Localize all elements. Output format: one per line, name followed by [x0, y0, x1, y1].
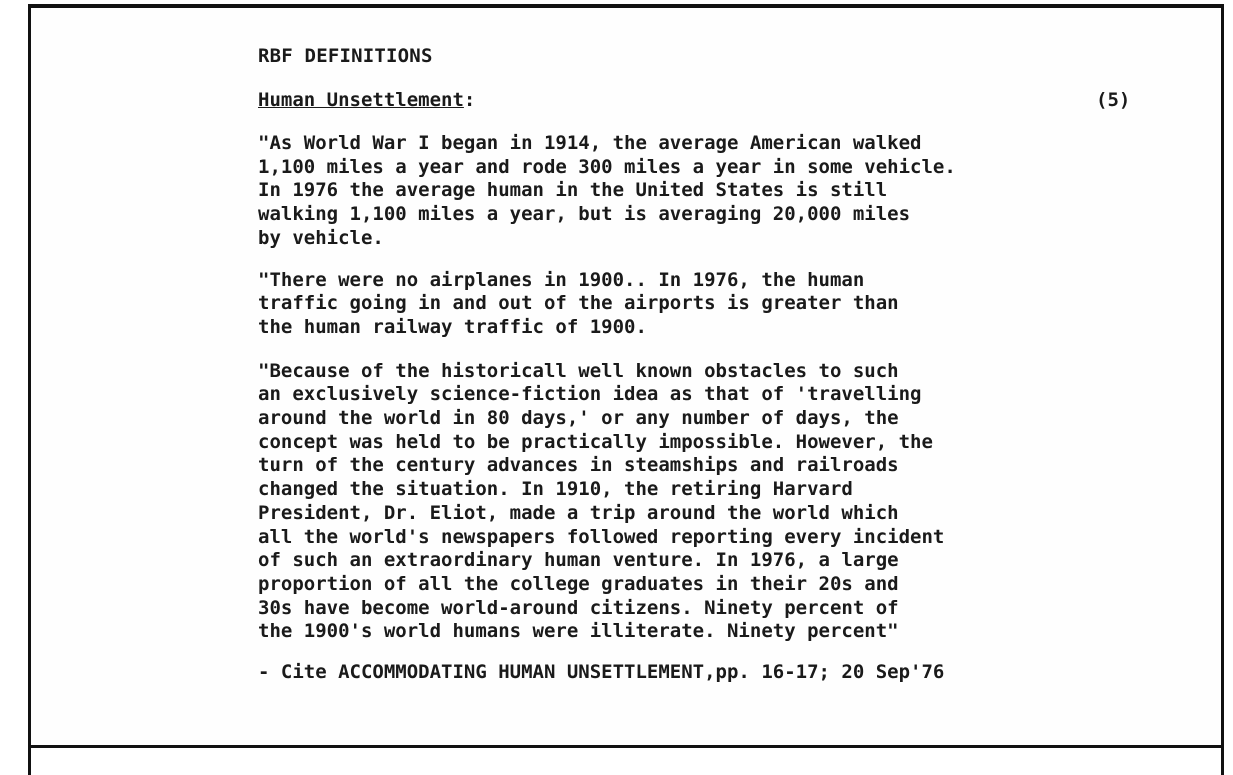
text-line: 30s have become world-around citizens. Ninety percent of	[258, 596, 899, 619]
text-line: President, Dr. Eliot, made a trip around the world which	[258, 501, 899, 524]
card-border-left-extension	[28, 748, 31, 775]
text-line: In 1976 the average human in the United States is still	[258, 179, 888, 202]
quote-paragraph-1	[258, 132, 1158, 251]
text-line: "Because of the historicall well known obstacles to such	[258, 359, 899, 382]
text-line: walking 1,100 miles a year, but is averaging 20,000 miles	[258, 203, 911, 226]
citation: - Cite ACCOMMODATING HUMAN UNSETTLEMENT,pp. 16-17; 20 Sep'76	[258, 661, 945, 684]
entry-title: Human Unsettlement	[258, 89, 464, 111]
text-line: turn of the century advances in steamships and railroads	[258, 454, 899, 477]
text-line: concept was held to be practically impossible. However, the	[258, 430, 933, 453]
page-reference: (5)	[1096, 89, 1131, 111]
text-line: of such an extraordinary human venture. In 1976, a large	[258, 549, 899, 572]
text-line: proportion of all the college graduates in their 20s and	[258, 572, 899, 595]
text-line: traffic going in and out of the airports is greater than	[258, 292, 899, 315]
card-content	[258, 44, 1158, 684]
text-line: the human railway traffic of 1900.	[258, 315, 647, 338]
text-line: 1,100 miles a year and rode 300 miles a year in some vehicle.	[258, 155, 956, 178]
quote-paragraph-2	[258, 269, 1158, 340]
entry-heading-row	[258, 88, 1158, 112]
text-line: changed the situation. In 1910, the retiring Harvard	[258, 478, 853, 501]
text-line: around the world in 80 days,' or any number of days, the	[258, 407, 899, 430]
document-header: RBF DEFINITIONS	[258, 45, 433, 67]
quote-paragraph-3	[258, 360, 1158, 644]
text-line: "There were no airplanes in 1900.. In 1976, the human	[258, 268, 865, 291]
text-line: "As World War I began in 1914, the average American walked	[258, 132, 922, 154]
entry-title-colon: :	[463, 89, 476, 111]
card-border-right-extension	[1221, 748, 1224, 775]
text-line: all the world's newspapers followed reporting every incident	[258, 525, 945, 548]
text-line: the 1900's world humans were illiterate. Ninety percent"	[258, 620, 899, 643]
text-line: by vehicle.	[258, 226, 384, 249]
text-line: an exclusively science-fiction idea as that of 'travelling	[258, 383, 922, 406]
